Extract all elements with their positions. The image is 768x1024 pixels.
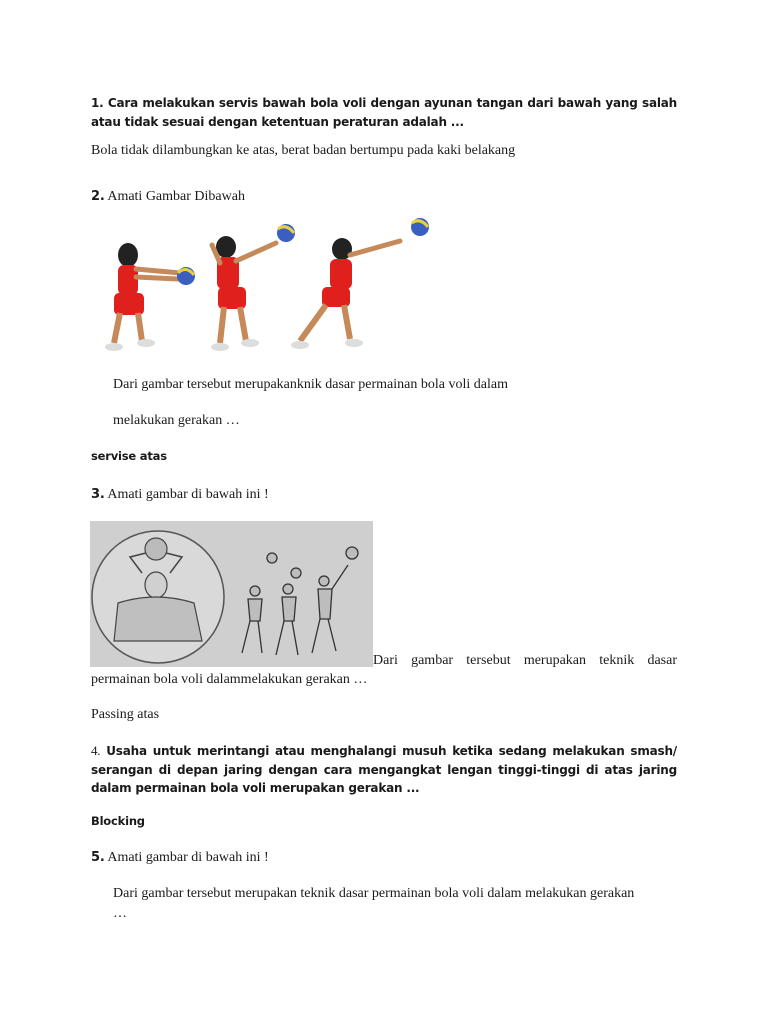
question-number: 1. bbox=[91, 96, 104, 110]
question-1 bbox=[91, 94, 677, 132]
question-prompt: Amati gambar di bawah ini ! bbox=[107, 850, 269, 865]
question-text-cont: permainan bola voli dalammelakukan gerakan … bbox=[91, 672, 368, 687]
question-text: Usaha untuk merintangi atau menghalangi musuh ketika sedang melakukan smash/ serangan di depan jaring dengan cara mengangkat lengan tinggi-tinggi di atas jaring dalam permainan bola voli merupakan gerakan ... bbox=[91, 744, 677, 795]
question-2 bbox=[91, 189, 245, 205]
answer-3: Passing atas bbox=[91, 707, 160, 722]
answer-2: servise atas bbox=[91, 449, 167, 463]
question-prompt: Amati Gambar Dibawah bbox=[107, 189, 245, 204]
question-prompt: Amati gambar di bawah ini ! bbox=[107, 487, 269, 502]
question-5 bbox=[91, 850, 269, 866]
player-figure bbox=[211, 224, 295, 351]
question-text-line-1: Dari gambar tersebut merupakanknik dasar permainan bola voli dalam bbox=[113, 377, 508, 392]
question-number: 3. bbox=[91, 487, 105, 502]
question-text: Cara melakukan servis bawah bola voli dengan ayunan tangan dari bawah yang salah atau tidak sesuai dengan ketentuan peraturan adalah ... bbox=[91, 96, 677, 129]
player-figure bbox=[105, 243, 195, 351]
question-text: Dari gambar tersebut merupakan teknik dasar permainan bola voli dalam melakukan gerakan bbox=[113, 886, 635, 901]
question-4 bbox=[91, 742, 677, 798]
question-text-inline: Dari gambar tersebut merupakan teknik dasar bbox=[373, 653, 677, 668]
question-3 bbox=[91, 487, 269, 503]
answer-4: Blocking bbox=[91, 814, 145, 828]
question-text-line-2: melakukan gerakan … bbox=[113, 413, 240, 428]
player-figure bbox=[291, 218, 429, 349]
question-number: 2. bbox=[91, 189, 105, 204]
question-text-cont: … bbox=[113, 906, 127, 921]
question-number: 4. bbox=[91, 743, 101, 758]
overhead-pass-figure bbox=[90, 521, 373, 667]
overhead-serve-figure bbox=[100, 215, 435, 360]
answer-1: Bola tidak dilambungkan ke atas, berat badan bertumpu pada kaki belakang bbox=[91, 143, 516, 158]
question-number: 5. bbox=[91, 850, 105, 865]
